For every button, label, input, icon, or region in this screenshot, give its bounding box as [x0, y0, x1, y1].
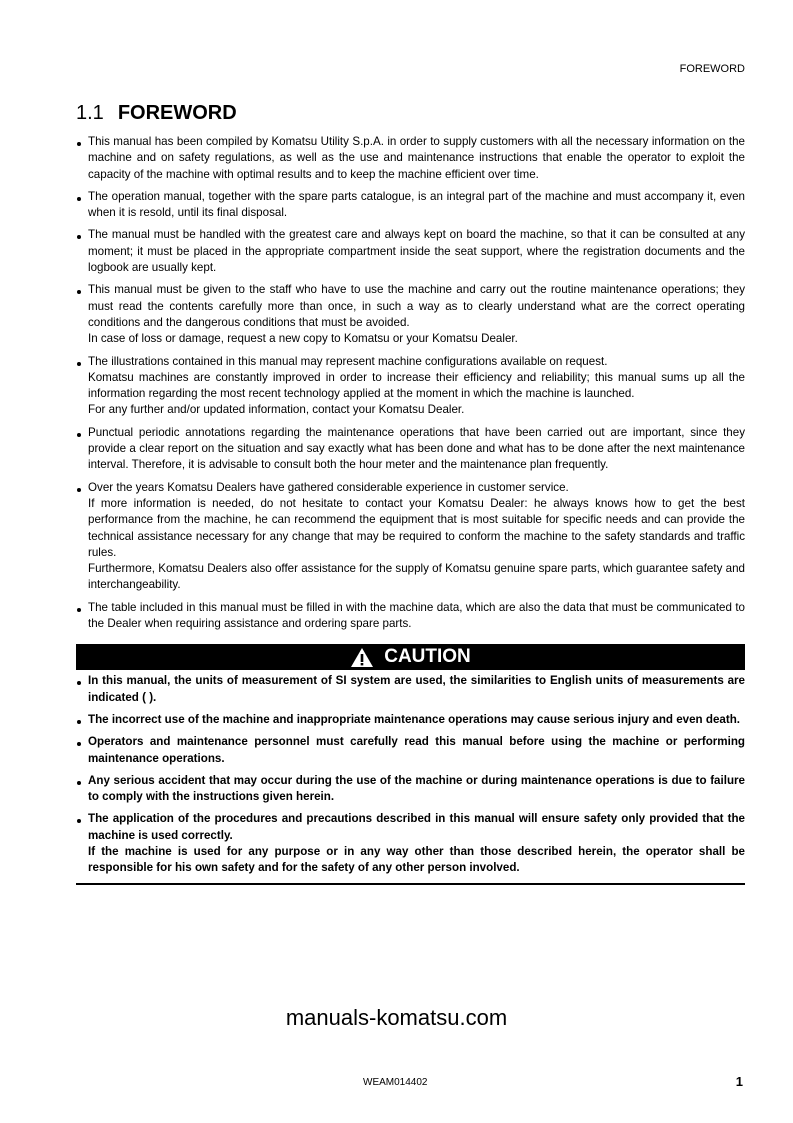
paragraph: For any further and/or updated information, contact your Komatsu Dealer.	[88, 403, 465, 417]
list-item	[76, 673, 745, 706]
paragraph: This manual must be given to the staff who have to use the machine and carry out the routine maintenance operations; they must read the contents carefully more than once, in such a way as to clearly understand what are the correct operating conditions and the dangerous conditions that must be avoided.	[88, 283, 745, 329]
page-number: 1	[735, 1074, 743, 1089]
paragraph: Furthermore, Komatsu Dealers also offer assistance for the supply of Komatsu genuine spare parts, which guarantee safety and interchangeability.	[88, 562, 745, 592]
list-item	[76, 600, 745, 633]
paragraph: The incorrect use of the machine and inappropriate maintenance operations may cause serious injury and even death.	[88, 712, 741, 726]
section-title: FOREWORD	[117, 102, 237, 124]
divider	[76, 883, 745, 885]
paragraph: The application of the procedures and precautions described in this manual will ensure safety only provided that the machine is used correctly.	[88, 812, 745, 842]
paragraph: This manual has been compiled by Komatsu Utility S.p.A. in order to supply customers with all the necessary information on the machine and on safety regulations, as well as the use and maintenance instructions that enable the operator to exploit the capacity of the machine with optimal results and to keep the machine efficient over time.	[88, 135, 745, 181]
paragraph: In this manual, the units of measurement of SI system are used, the similarities to English units of measurements are indicated ( ).	[88, 674, 745, 704]
list-item	[76, 227, 745, 276]
caution-label: CAUTION	[384, 646, 471, 668]
paragraph: Operators and maintenance personnel must carefully read this manual before using the machine or performing maintenance operations.	[88, 735, 745, 765]
paragraph: The operation manual, together with the spare parts catalogue, is an integral part of the machine and must accompany it, even when it is resold, until its final disposal.	[88, 189, 745, 220]
list-item	[76, 425, 745, 474]
foreword-list	[76, 134, 745, 632]
list-item	[76, 354, 745, 419]
warning-triangle-icon	[350, 647, 374, 668]
list-item	[76, 480, 745, 594]
caution-list	[76, 673, 745, 876]
paragraph: Komatsu machines are constantly improved in order to increase their efficiency and reliability; this manual sums up all the information regarding the most recent technology applied at the moment in which the machine is launched.	[88, 370, 745, 401]
paragraph: The table included in this manual must be filled in with the machine data, which are also the data that must be communicated to the Dealer when requiring assistance and ordering spare parts.	[88, 600, 745, 631]
caution-banner	[76, 644, 745, 670]
section-number: 1.1	[76, 102, 104, 124]
paragraph: Any serious accident that may occur during the use of the machine or during maintenance operations is due to failure to comply with the instructions given herein.	[88, 773, 745, 804]
list-item	[76, 712, 745, 728]
list-item	[76, 734, 745, 767]
list-item	[76, 811, 745, 876]
list-item	[76, 189, 745, 222]
list-item	[76, 134, 745, 183]
paragraph: Punctual periodic annotations regarding the maintenance operations that have been carried out are important, since they provide a clear report on the situation and say exactly what has been done and what has to be done after the next maintenance interval. Therefore, it is advisable to consult both the hour meter and the maintenance plan frequently.	[88, 425, 745, 472]
list-item	[76, 773, 745, 806]
running-header: FOREWORD	[679, 63, 745, 75]
watermark: manuals-komatsu.com	[285, 1005, 508, 1030]
paragraph: If the machine is used for any purpose or in any way other than those described herein, the operator shall be responsible for his own safety and for the safety of any other person involved.	[88, 844, 745, 875]
paragraph: The manual must be handled with the greatest care and always kept on board the machine, so that it can be consulted at any moment; it must be placed in the appropriate compartment inside the seat support, where the registration documents and the logbook are usually kept.	[88, 228, 745, 275]
paragraph: In case of loss or damage, request a new copy to Komatsu or your Komatsu Dealer.	[88, 332, 518, 346]
paragraph: If more information is needed, do not hesitate to contact your Komatsu Dealer: he always knows how to get the best performance from the machine, he can recommend the equipment that is most suitable for specific needs and can provide the technical assistance necessary for any change that may be required to conform the machine to the safety standards and traffic rules.	[88, 496, 745, 559]
paragraph: Over the years Komatsu Dealers have gathered considerable experience in customer service.	[88, 480, 569, 494]
paragraph: The illustrations contained in this manual may represent machine configurations available on request.	[88, 354, 608, 368]
page-title	[76, 101, 745, 125]
list-item	[76, 282, 745, 347]
document-code: WEAM014402	[363, 1077, 428, 1088]
